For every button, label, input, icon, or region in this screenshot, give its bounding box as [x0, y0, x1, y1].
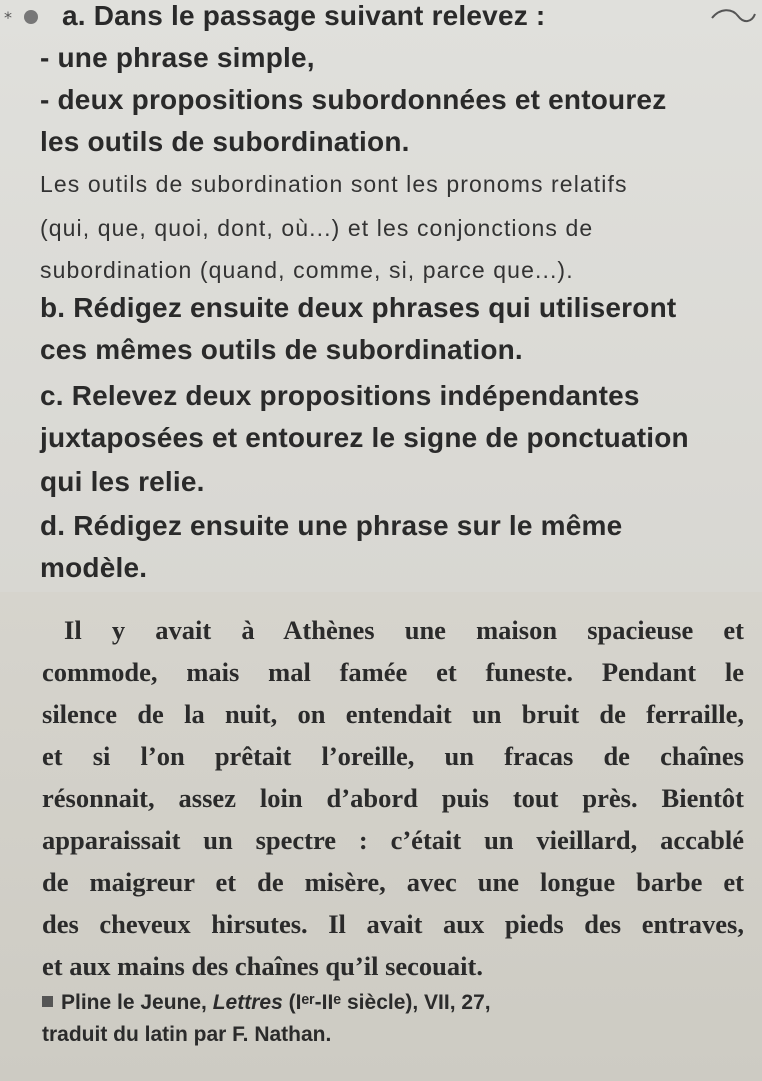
task-c-line-2: juxtaposées et entourez le signe de ponctuation — [40, 422, 689, 453]
source-citation — [42, 990, 491, 1016]
task-a-item-subordinates: - deux propositions subordonnées et entourez — [40, 84, 667, 115]
source-details: (Iᵉʳ-IIᵉ siècle), VII, 27, — [282, 991, 491, 1014]
grammar-note-line-3: subordination (quand, comme, si, parce que...). — [40, 257, 574, 283]
grammar-note-line-1: Les outils de subordination sont les pronoms relatifs — [40, 171, 628, 197]
source-work-title: Lettres — [212, 991, 283, 1014]
task-a-heading: a. Dans le passage suivant relevez : — [62, 0, 546, 31]
bullet-circle-icon — [24, 10, 38, 24]
task-d-line-2: modèle. — [40, 552, 148, 583]
task-a-item-subordinates-cont: les outils de subordination. — [40, 126, 410, 157]
passage-line: apparaissait un spectre : c’était un vieillard, accablé — [42, 825, 744, 855]
grammar-note-line-2: (qui, que, quoi, dont, où...) et les conjonctions de — [40, 215, 594, 241]
passage-line: résonnait, assez loin d’abord puis tout près. Bientôt — [42, 783, 744, 813]
passage-line: de maigreur et de misère, avec une longue barbe et — [42, 867, 744, 897]
task-d-line-1: d. Rédigez ensuite une phrase sur le même — [40, 510, 623, 541]
task-c-line-1: c. Relevez deux propositions indépendantes — [40, 380, 640, 411]
reading-passage — [0, 592, 762, 1081]
task-a-item-simple-sentence: - une phrase simple, — [40, 42, 315, 73]
exercise-marker — [4, 8, 38, 28]
square-bullet-icon — [42, 996, 53, 1007]
task-c-line-3: qui les relie. — [40, 466, 205, 497]
task-b-line-1: b. Rédigez ensuite deux phrases qui utiliseront — [40, 292, 677, 323]
passage-line: Il y avait à Athènes une maison spacieuse et — [64, 615, 744, 645]
source-translation: traduit du latin par F. Nathan. — [42, 1023, 332, 1046]
pen-scribble-mark — [708, 6, 758, 28]
source-author: Pline le Jeune, — [61, 991, 213, 1014]
passage-line: des cheveux hirsutes. Il avait aux pieds des entraves, — [42, 909, 744, 939]
asterisk-icon: * — [4, 8, 12, 27]
passage-line: silence de la nuit, on entendait un bruit de ferraille, — [42, 699, 744, 729]
passage-line: commode, mais mal famée et funeste. Pendant le — [42, 657, 744, 687]
task-b-line-2: ces mêmes outils de subordination. — [40, 334, 523, 365]
passage-line: et si l’on prêtait l’oreille, un fracas de chaînes — [42, 741, 744, 771]
passage-line: et aux mains des chaînes qu’il secouait. — [42, 951, 483, 981]
